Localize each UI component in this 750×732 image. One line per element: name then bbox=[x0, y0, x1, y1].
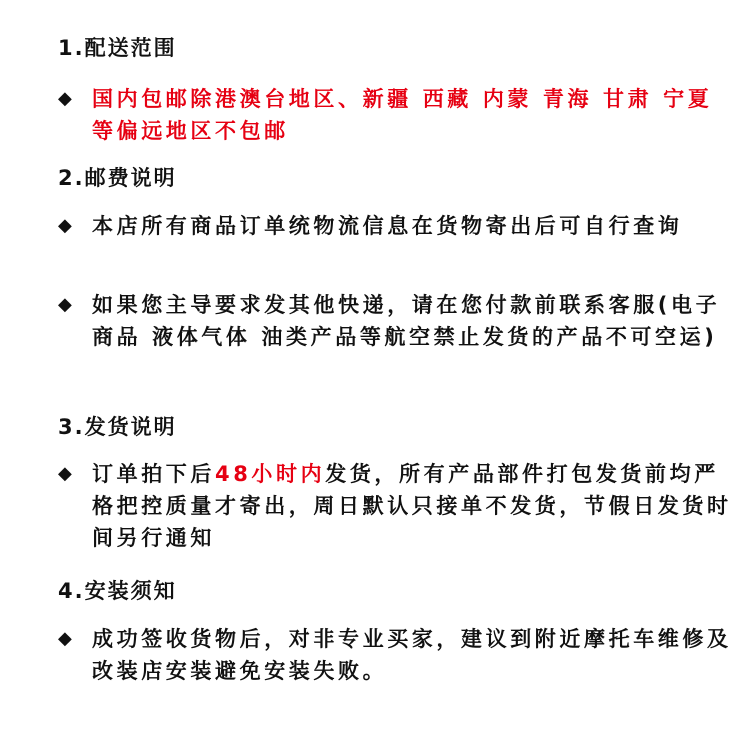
diamond-icon: ◆ bbox=[58, 463, 72, 484]
item-text: 国内包邮除港澳台地区、新疆 西藏 内蒙 青海 甘肃 宁夏等偏远地区不包邮 bbox=[92, 87, 713, 143]
section-heading-postage: 2.邮费说明 bbox=[58, 166, 177, 190]
section-heading-installation: 4.安装须知 bbox=[58, 579, 177, 603]
list-item-other-courier bbox=[58, 289, 721, 353]
item-text: 本店所有商品订单统物流信息在货物寄出后可自行查询 bbox=[92, 214, 683, 238]
diamond-icon: ◆ bbox=[58, 628, 72, 649]
diamond-icon: ◆ bbox=[58, 294, 72, 315]
list-item-dispatch bbox=[58, 458, 732, 554]
item-text: 如果您主导要求发其他快递，请在您付款前联系客服(电子商品 液体气体 油类产品等航空禁止发货的产品不可空运) bbox=[92, 293, 721, 349]
list-item-delivery-range bbox=[58, 83, 718, 147]
section-heading-delivery-range: 1.配送范围 bbox=[58, 36, 177, 60]
section-heading-dispatch: 3.发货说明 bbox=[58, 415, 177, 439]
item-text-before: 订单拍下后 bbox=[92, 462, 215, 486]
item-text: 成功签收货物后，对非专业买家，建议到附近摩托车维修及改装店安装避免安装失败。 bbox=[92, 627, 732, 683]
item-text bbox=[92, 458, 732, 554]
highlight-48-hours: 48小时内 bbox=[215, 462, 326, 486]
diamond-icon: ◆ bbox=[58, 88, 72, 109]
diamond-icon: ◆ bbox=[58, 215, 72, 236]
item-text-after: 发货，所有产品部件打包发货前均严格把控质量才寄出，周日默认只接单不发货，节假日发货时间另行通知 bbox=[92, 462, 732, 550]
list-item-tracking bbox=[58, 210, 718, 242]
list-item-installation bbox=[58, 623, 732, 687]
